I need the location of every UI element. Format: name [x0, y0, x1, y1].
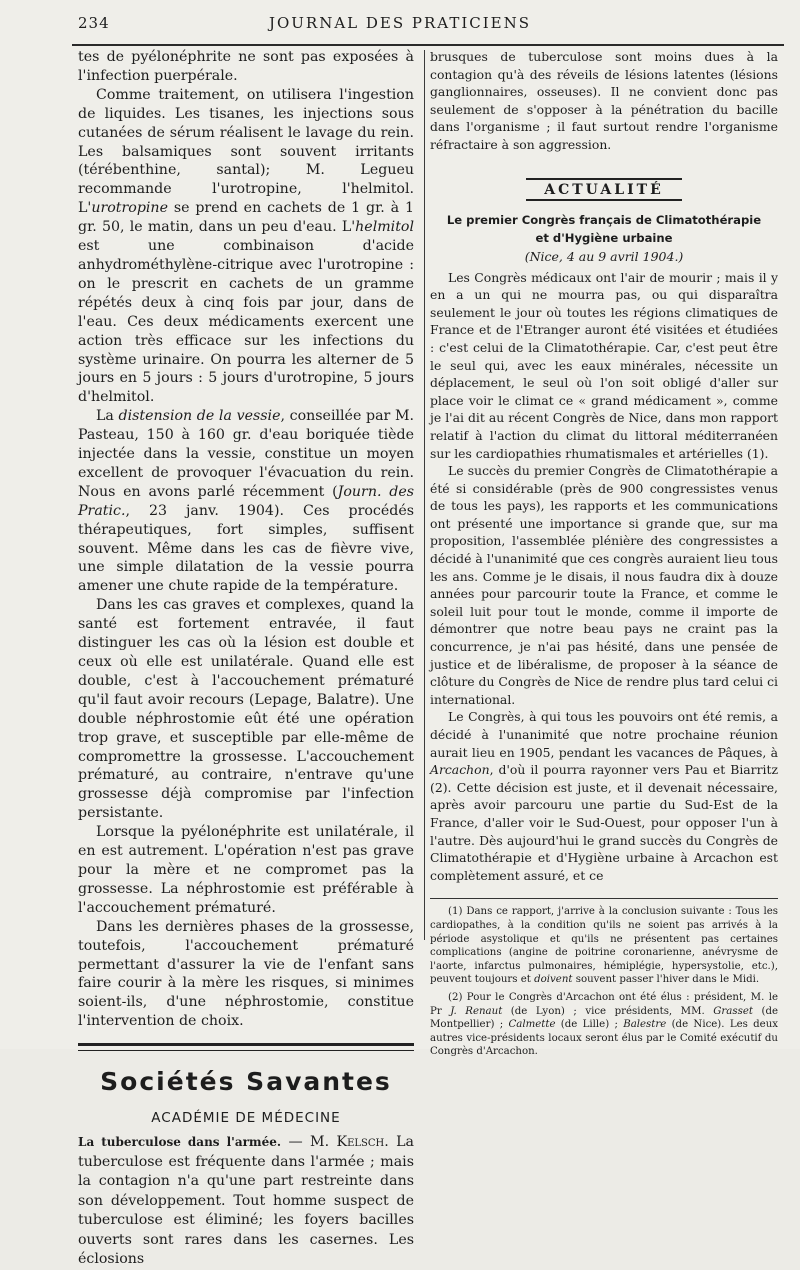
- paragraph: [78, 1133, 414, 1270]
- text-run: se prend en cachets de 1 gr. à 1 gr. 50, le matin, dans un peu d'eau. L': [78, 200, 414, 236]
- paragraph: Le succès du premier Congrès de Climatothérapie a été si considérable (près de 900 congressistes venus de tous les pays), les rapports et les communications ont présenté une importance si grande que, sur ma proposition, l'assemblée plénière des congressistes a décidé à l'unanimité que ces congrès auraient lieu tous les ans. Comme je le disais, il nous faudra dix à douze années pour parcourir toute la France, et comme le soleil luit pour tout le monde, comme il importe de démontrer que notre beau pays ne craint pas la concurrence, je n'ai pas hésité, dans une pensée de justice et de libéralisme, de proposer à la séance de clôture du Congrès de Nice de rendre plus tard celui ci international.: [430, 463, 778, 707]
- text-run: , 23 janv. 1904). Ces procédés thérapeutiques, fort simples, suffisent souvent. Même dans les cas de fièvre vive, une simple dilatation de la vessie pourra amener une chute rapide de la température.: [78, 502, 414, 595]
- italic-term: doivent: [534, 974, 573, 986]
- section-heading: ACTUALITÉ: [544, 181, 664, 198]
- page-number: 234: [78, 14, 110, 32]
- article-dateline: (Nice, 4 au 9 avril 1904.): [524, 248, 684, 264]
- paragraph: [430, 708, 778, 884]
- text-run: Le Congrès, à qui tous les pouvoirs ont été remis, a décidé à l'unanimité que notre prochaine réunion aurait lieu en 1905, pendant les vacances de Pâques, à: [430, 709, 778, 760]
- text-run: (1) Dans ce rapport, j'arrive à la conclusion suivante : Tous les cardiopathes, à la condition qu'ils ne soient pas arrivés à la période asystolique et qu'ils ne présentent pas certaines complications (angine de poitrine coronarienne, anévrysme de l'aorte, infarctus pulmonaires, hémiplégie, hypersystolie, etc.), peuvent toujours et: [430, 906, 778, 986]
- italic-citation: Journ. des Pratic.: [78, 483, 414, 519]
- paragraph: Dans les dernières phases de la grossesse, toutefois, l'accouchement prématuré permettant d'assurer la vie de l'enfant sans faire courir à la mère les risques, si minimes soient-ils, d'une néphrostomie, constitue l'intervention de choix.: [78, 918, 414, 1030]
- paragraph: Dans les cas graves et complexes, quand la santé est fortement entravée, il faut distinguer les cas où la lésion est double et ceux où elle est unilatérale. Quand elle est double, c'est à l'accouchement prématuré qu'il faut avoir recours (Lepage, Balatre). Une double néphrostomie eût été une opération trop grave, et susceptible par elle-même de compromettre la grossesse. L'accouchement prématuré, au contraire, n'entrave qu'une grossesse déjà compromise par l'infection persistante.: [78, 597, 414, 822]
- text-run: Comme traitement, on utilisera l'ingestion de liquides. Les tisanes, les injections sous cutanées de sérum réalisent le lavage du rein. Les balsamiques sont souvent irritants (térébenthine, santal); M. Legueu recommande l'urotropine, l'helmitol. L': [78, 86, 414, 217]
- paragraph: tes de pyélonéphrite ne sont pas exposées à l'infection puerpérale.: [78, 49, 414, 84]
- text-run: , d'où il pourra rayonner vers Pau et Biarritz (2). Cette décision est juste, et il devenait nécessaire, après avoir parcouru une partie du Sud-Est de la France, d'aller voir le Sud-Ouest, pour opposer l'un à l'autre. Dès aujourd'hui le grand succès du Congrès de Climatothérapie et d'Hygiène urbaine à Arcachon est complètement assuré, et ce: [430, 762, 778, 883]
- left-column: [78, 48, 414, 1270]
- section-heading: Sociétés Savantes: [100, 1067, 392, 1097]
- footnote: [430, 905, 778, 987]
- text-run: (de Lille) ;: [555, 1019, 624, 1031]
- banner-rule-bottom: [526, 199, 682, 201]
- column-divider: [424, 50, 425, 940]
- section-divider: [78, 1043, 414, 1051]
- article-lead: La tuberculose dans l'armée.: [78, 1135, 282, 1150]
- text-run: (de Lyon) ; vice présidents, MM.: [502, 1005, 714, 1017]
- text-run: (de Nice). Les deux autres vice-présidents locaux seront élus par le Comité exécutif du Congrès d'Arcachon.: [430, 1019, 778, 1058]
- text-run: La: [96, 408, 119, 425]
- text-run: (2) Pour le Congrès d'Arcachon ont été élus : président, M. le Pr: [430, 991, 778, 1017]
- italic-term: urotropine: [91, 200, 168, 217]
- italic-place: Arcachon: [430, 762, 490, 778]
- actualite-banner: [430, 178, 778, 201]
- author-name: Kelsch: [336, 1134, 385, 1151]
- paragraph: Lorsque la pyélonéphrite est unilatérale, il en est autrement. L'opération n'est pas grave pour la mère et ne compromet pas la grossesse. La néphrostomie est préférable à l'accouchement prématuré.: [78, 824, 414, 916]
- text-run: est une combinaison d'acide anhydrométhylène-citrique avec l'urotropine : on le prescrit en cachets de un gramme répétés deux à cinq fois par jour, dans de l'eau. Ces deux médicaments exercent une action très efficace sur les infections du système urinaire. On pourra les alterner de 5 jours en 5 jours : 5 jours d'urotropine, 5 jours d'helmitol.: [78, 238, 414, 406]
- italic-term: distension de la vessie: [118, 408, 281, 425]
- article-title-line: Le premier Congrès français de Climatothérapie: [446, 212, 762, 227]
- text-run: (de Montpellier) ;: [430, 1005, 779, 1031]
- text-run: — M.: [281, 1134, 337, 1151]
- journal-title: JOURNAL DES PRATICIENS: [268, 14, 532, 32]
- right-column: [430, 48, 778, 1059]
- header-rule: [72, 44, 784, 46]
- paragraph: [78, 407, 414, 596]
- article-title-line: et d'Hygiène urbaine: [535, 230, 673, 245]
- paragraph: Les Congrès médicaux ont l'air de mourir ; mais il y en a un qui ne mourra pas, ou qui disparaîtra seulement le jour où toutes les régions climatiques de France et de l'Etranger auront été visitées et étudiées : c'est celui de la Climatothérapie. Car, c'est peut être le seul qui, avec les eaux minérales, nécessite un déplacement, le seul où l'on soit obligé d'aller sur place voir le climat ce « grand médicament », comme je l'ai dit au récent Congrès de Nice, dans mon rapport relatif à l'action du climat du littoral méditerranéen sur les cardiopathies rhumatismales et artérielles (1).: [430, 269, 778, 461]
- paragraph: [78, 86, 414, 407]
- article-title: [430, 211, 778, 247]
- text-run: . La tuberculose est fréquente dans l'armée ; mais la contagion n'a qu'une part restreinte dans son développement. Tout homme suspect de tuberculose est éliminé; les foyers bacilles ouverts sont rares dans les casernes. Les éclosions: [78, 1134, 415, 1268]
- footnote-rule: [430, 898, 778, 899]
- italic-name: J. Renaut: [450, 1005, 503, 1017]
- text-run: , conseillée par M. Pasteau, 150 à 160 gr. d'eau boriquée tiède injectée dans la vessie, constitue un moyen excellent de provoquer l'évacuation du rein. Nous en avons parlé récemment (: [78, 408, 414, 500]
- subsection-heading: ACADÉMIE DE MÉDECINE: [151, 1110, 341, 1127]
- paragraph: brusques de tuberculose sont moins dues à la contagion qu'à des réveils de lésions latentes (lésions ganglionnaires, osseuses). Il ne convient donc pas seulement de s'opposer à la pénétration du bacille dans l'organisme ; il faut surtout rendre l'organisme réfractaire à son aggression.: [430, 49, 778, 152]
- italic-name: Grasset: [713, 1005, 753, 1017]
- text-run: souvent passer l'hiver dans le Midi.: [572, 974, 760, 986]
- italic-term: helmitol: [355, 219, 414, 236]
- italic-name: Balestre: [623, 1019, 667, 1031]
- italic-name: Calmette: [508, 1019, 556, 1031]
- running-head: [0, 10, 800, 36]
